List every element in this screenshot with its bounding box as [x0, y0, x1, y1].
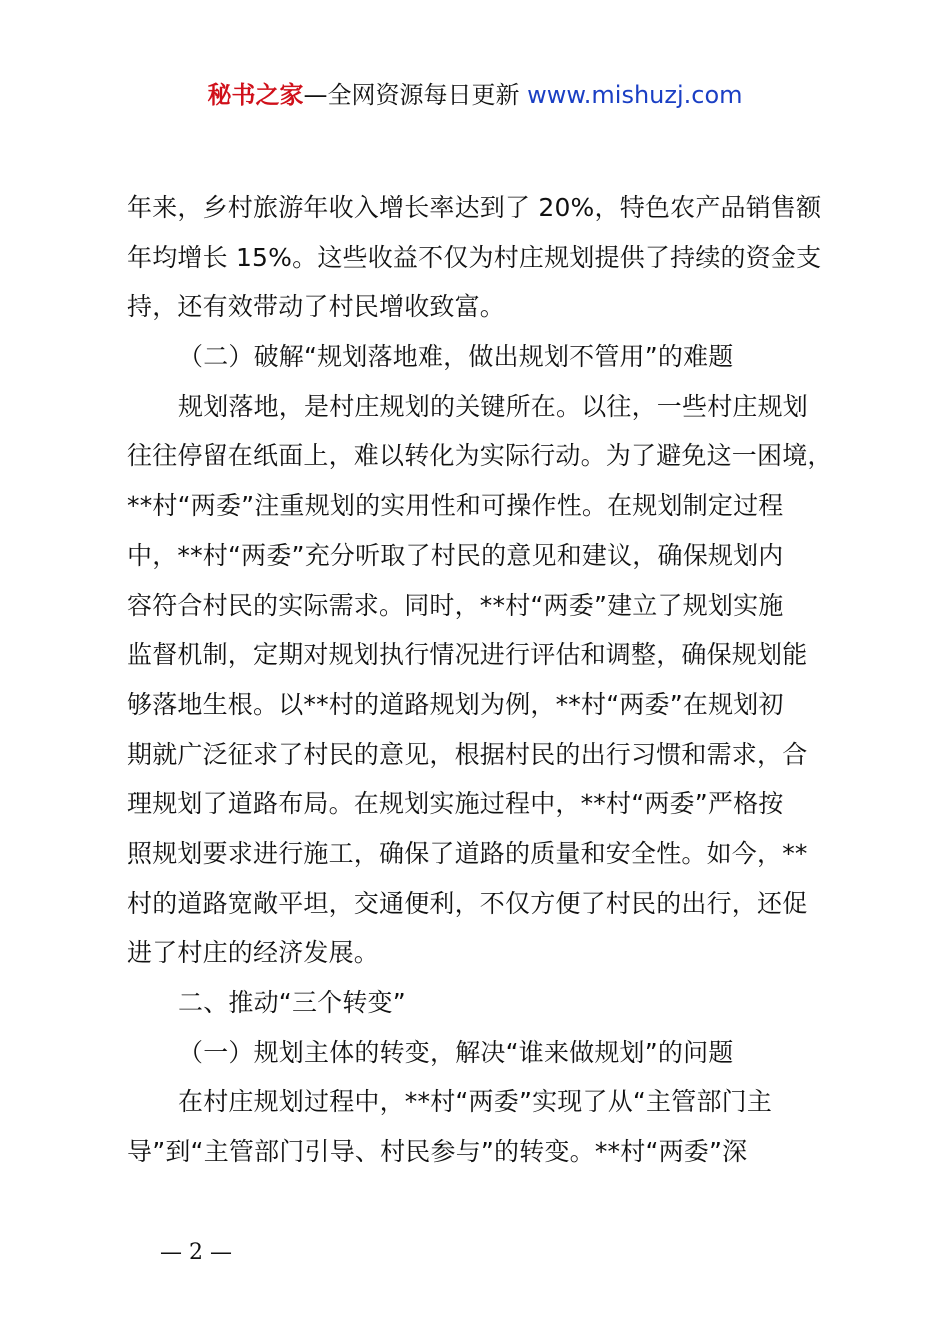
brand-name: 秘书之家: [207, 81, 304, 109]
section-heading: 二、推动“三个转变”: [178, 988, 406, 1017]
paragraph-line: 规划落地，是村庄规划的关键所在。以往，一些村庄规划: [178, 391, 809, 421]
paragraph-line: 往往停留在纸面上，难以转化为实际行动。为了避免这一困境，: [127, 441, 833, 471]
paragraph-line: 照规划要求进行施工，确保了道路的质量和安全性。如今，**: [127, 838, 808, 868]
paragraph-line: 进了村庄的经济发展。: [127, 938, 380, 968]
site-header: [0, 78, 950, 112]
paragraph-line: 导”到“主管部门引导、村民参与”的转变。**村“两委”深: [127, 1137, 748, 1167]
paragraph-line: 期就广泛征求了村民的意见，根据村民的出行习惯和需求，合: [127, 739, 808, 769]
paragraph-line: 监督机制，定期对规划执行情况进行评估和调整，确保规划能: [127, 640, 808, 670]
paragraph-line: **村“两委”注重规划的实用性和可操作性。在规划制定过程: [127, 491, 784, 521]
site-url-link[interactable]: www.mishuzj.com: [527, 81, 743, 109]
paragraph-line: 在村庄规划过程中，**村“两委”实现了从“主管部门主: [178, 1087, 773, 1117]
section-heading: （二）破解“规划落地难，做出规划不管用”的难题: [178, 342, 734, 372]
paragraph-line: 年均增长 15%。这些收益不仅为村庄规划提供了持续的资金支: [127, 242, 822, 272]
document-body: [127, 183, 862, 1177]
paragraph-line: 容符合村民的实际需求。同时，**村“两委”建立了规划实施: [127, 590, 784, 620]
paragraph-line: 理规划了道路布局。在规划实施过程中，**村“两委”严格按: [127, 789, 784, 819]
paragraph-line: 村的道路宽敞平坦，交通便利，不仅方便了村民的出行，还促: [127, 888, 808, 918]
paragraph-line: 年来，乡村旅游年收入增长率达到了 20%，特色农产品销售额: [127, 193, 822, 222]
page-number: — 2 —: [160, 1240, 232, 1265]
paragraph-line: 持，还有效带动了村民增收致富。: [127, 292, 506, 322]
paragraph-line: 中，**村“两委”充分听取了村民的意见和建议，确保规划内: [127, 540, 784, 570]
site-slogan: —全网资源每日更新: [303, 81, 520, 109]
section-heading: （一）规划主体的转变，解决“谁来做规划”的问题: [178, 1037, 734, 1067]
paragraph-line: 够落地生根。以**村的道路规划为例，**村“两委”在规划初: [127, 689, 784, 719]
